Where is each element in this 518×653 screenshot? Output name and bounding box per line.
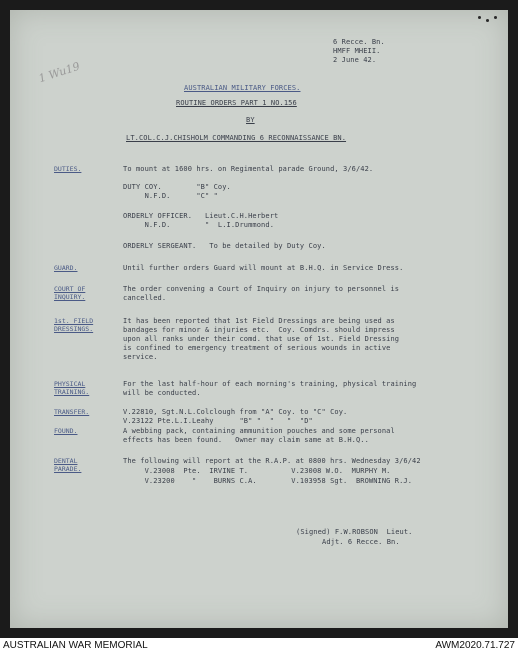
section-heading-field-dressings: 1st. FIELD DRESSINGS. — [54, 317, 94, 333]
header-date: 2 June 42. — [333, 56, 377, 64]
document-title: AUSTRALIAN MILITARY FORCES. — [184, 84, 301, 92]
routine-orders-heading: ROUTINE ORDERS PART 1 NO.156 — [176, 99, 297, 107]
by-line: BY — [246, 116, 255, 124]
section-line: V.23200 " BURNS C.A. V.103958 Sgt. BROWNING R.J. — [123, 477, 413, 485]
section-heading-transfer: TRANSFER. — [54, 408, 90, 416]
section-line: V.23008 Pte. IRVINE T. V.23008 W.O. MURPHY M. — [123, 467, 391, 475]
section-line: effects has been found. Owner may claim same at B.H.Q.. — [123, 436, 369, 444]
section-line: is confined to emergency treatment of serious wounds in active — [123, 344, 391, 352]
section-line: A webbing pack, containing ammunition pouches and some personal — [123, 427, 395, 435]
orderly-sergeant-line: ORDERLY SERGEANT. To be detailed by Duty Coy. — [123, 242, 326, 250]
duty-coy-line: DUTY COY. "B" Coy. — [123, 183, 231, 191]
section-line: V.22810, Sgt.N.L.Colclough from "A" Coy. to "C" Coy. — [123, 408, 348, 416]
section-line: It has been reported that 1st Field Dressings are being used as — [123, 317, 395, 325]
duty-coy-nfd-line: N.F.D. "C" " — [123, 192, 218, 200]
signature-title: Adjt. 6 Recce. Bn. — [322, 538, 400, 546]
pencil-annotation: 1 Wu19 — [37, 59, 82, 86]
section-line: bandages for minor & injuries etc. Coy. Comdrs. should impress — [123, 326, 395, 334]
section-heading-court-of-inquiry: COURT OF INQUIRY. — [54, 285, 86, 301]
orderly-officer-line: ORDERLY OFFICER. Lieut.C.H.Herbert — [123, 212, 279, 220]
section-line: The order convening a Court of Inquiry on injury to personnel is — [123, 285, 400, 293]
header-location: HMFF MHEII. — [333, 47, 381, 55]
section-heading-guard: GUARD. — [54, 264, 78, 272]
orderly-officer-nfd-line: N.F.D. " L.I.Drummond. — [123, 221, 275, 229]
section-heading-duties: DUTIES. — [54, 165, 82, 173]
section-heading-dental-parade: DENTAL PARADE. — [54, 457, 82, 473]
section-line: For the last half-hour of each morning's training, physical training — [123, 380, 417, 388]
footer-accession-number: AWM2020.71.727 — [435, 640, 515, 651]
signature-line: (Signed) F.W.ROBSON Lieut. — [296, 528, 413, 536]
header-unit: 6 Recce. Bn. — [333, 38, 385, 46]
section-line: cancelled. — [123, 294, 167, 302]
section-line: service. — [123, 353, 158, 361]
commander-line: LT.COL.C.J.CHISHOLM COMMANDING 6 RECONNAISSANCE BN. — [126, 134, 347, 142]
section-heading-found: FOUND. — [54, 427, 78, 435]
section-line: The following will report at the R.A.P. at 0800 hrs. Wednesday 3/6/42 — [123, 457, 421, 465]
section-line: V.23122 Pte.L.I.Leahy "B" " " " "D" — [123, 417, 313, 425]
document-page — [10, 10, 508, 628]
section-line: will be conducted. — [123, 389, 201, 397]
footer-source: AUSTRALIAN WAR MEMORIAL — [3, 640, 148, 651]
section-line: Until further orders Guard will mount at B.H.Q. in Service Dress. — [123, 264, 404, 272]
section-line: To mount at 1600 hrs. on Regimental parade Ground, 3/6/42. — [123, 165, 374, 173]
section-line: upon all ranks under their comd. that use of 1st. Field Dressing — [123, 335, 400, 343]
section-heading-physical-training: PHYSICAL TRAINING. — [54, 380, 90, 396]
